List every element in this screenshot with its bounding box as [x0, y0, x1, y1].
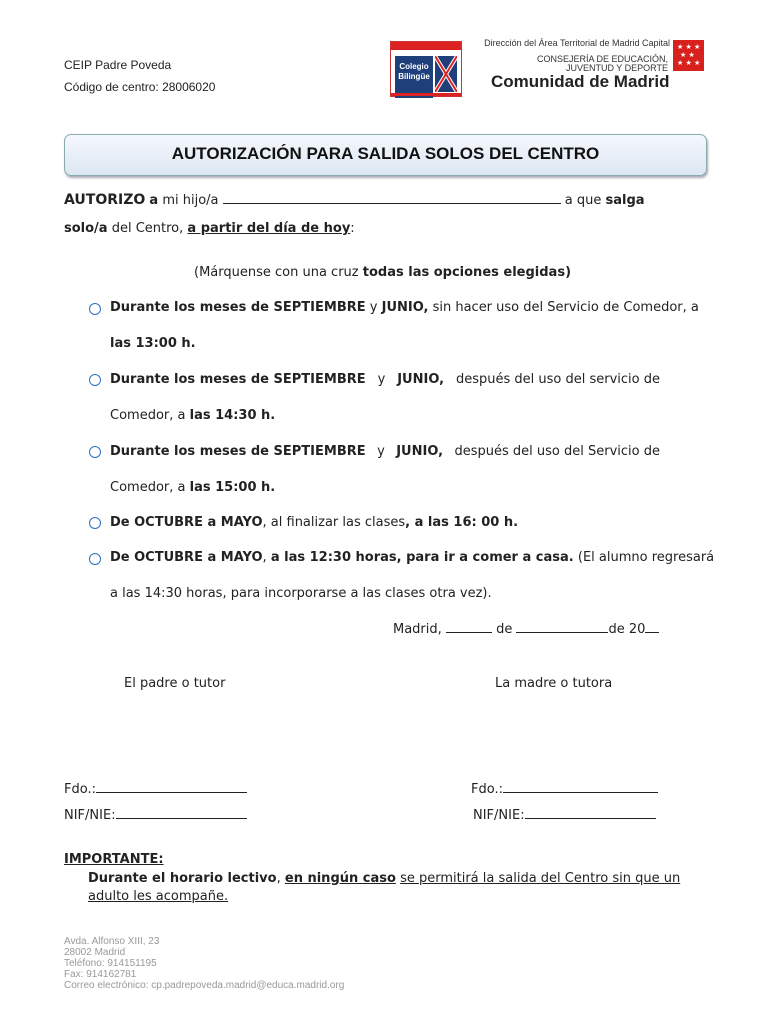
option-2-line-2	[110, 408, 275, 423]
option-5-time: a las 12:30 horas, para ir a comer a casa.	[270, 550, 574, 565]
footer-phone: Teléfono: 914151195	[64, 958, 157, 969]
option-4-line-1	[110, 515, 518, 530]
option-4-checkbox[interactable]	[89, 517, 101, 529]
option-1-detail: sin hacer uso del Servicio de Comedor, a	[432, 300, 699, 315]
important-lective: Durante el horario lectivo	[88, 871, 277, 886]
footer-postal: 28002 Madrid	[64, 947, 126, 958]
father-fdo-line	[64, 782, 247, 797]
bilingual-school-logo	[390, 41, 462, 97]
school-code: Código de centro: 28006020	[64, 80, 216, 94]
region-dept-line-2: CONSEJERÍA DE EDUCACIÓN,	[536, 54, 668, 64]
option-5-line-1	[110, 550, 714, 565]
father-nif-field[interactable]	[116, 818, 247, 819]
option-5-line-2: a las 14:30 horas, para incorporarse a las clases otra vez).	[110, 586, 492, 601]
mother-signature-field[interactable]	[503, 792, 658, 793]
important-line-2: adulto les acompañe.	[88, 889, 229, 904]
date-line	[393, 622, 659, 637]
date-year-field[interactable]	[645, 632, 659, 633]
salga-word: salga	[605, 193, 645, 208]
option-5-detail: (El alumno regresará	[577, 550, 715, 565]
date-month-field[interactable]	[516, 632, 608, 633]
option-5-comma: ,	[262, 550, 267, 565]
school-name: CEIP Padre Poveda	[64, 58, 172, 72]
option-3-y: y	[377, 444, 385, 459]
mi-hijo-label: mi hijo/a	[162, 193, 219, 208]
mother-nif-line	[473, 808, 656, 823]
important-comma: ,	[276, 871, 281, 886]
option-3-detail: después del uso del Servicio de	[454, 444, 660, 459]
important-line-1	[88, 871, 680, 886]
madrid-flag-icon: ★ ★ ★ ★ ★ ★ ★ ★	[673, 40, 704, 71]
option-4-period: De OCTUBRE a MAYO	[110, 515, 263, 530]
footer-fax: Fax: 914162781	[64, 969, 137, 980]
option-3-line-1	[110, 444, 660, 459]
del-centro-label: del Centro,	[111, 221, 184, 236]
option-2-y: y	[377, 372, 386, 387]
instruction-text: (Márquense con una cruz	[194, 265, 359, 280]
option-3-june: JUNIO,	[396, 444, 444, 459]
option-5-checkbox[interactable]	[89, 553, 101, 565]
instruction-bold: todas las opciones elegidas)	[362, 265, 572, 280]
colon: :	[350, 221, 355, 236]
option-1-y: y	[369, 300, 378, 315]
option-1-checkbox[interactable]	[89, 303, 101, 315]
option-3-time: las 15:00 h.	[189, 480, 276, 495]
option-1-line-2: las 13:00 h.	[110, 336, 196, 351]
option-2-line-1	[110, 372, 660, 387]
date-city: Madrid,	[393, 622, 442, 637]
a-word: a	[149, 193, 159, 208]
important-never: en ningún caso	[284, 871, 396, 886]
title-box	[64, 134, 707, 176]
important-heading: IMPORTANTE:	[64, 852, 164, 867]
option-3-checkbox[interactable]	[89, 446, 101, 458]
option-3-comedor: Comedor, a	[110, 480, 186, 495]
mother-nif-label: NIF/NIE:	[473, 808, 525, 823]
date-day-field[interactable]	[446, 632, 492, 633]
footer-email: Correo electrónico: cp.padrepoveda.madrid@educa.madrid.org	[64, 980, 345, 991]
mother-nif-field[interactable]	[525, 818, 656, 819]
region-dept-line-1: Dirección del Área Territorial de Madrid Capital	[484, 38, 670, 48]
intro-line-2	[64, 221, 355, 236]
region-dept-line-3: JUVENTUD Y DEPORTE	[565, 63, 668, 73]
a-que-label: a que	[564, 193, 602, 208]
option-5-period: De OCTUBRE a MAYO	[110, 550, 263, 565]
footer-address: Avda. Alfonso XIII, 23	[64, 936, 160, 947]
intro-line-1	[64, 192, 645, 208]
option-2-comedor: Comedor, a	[110, 408, 186, 423]
option-1-period: Durante los meses de SEPTIEMBRE	[110, 300, 366, 315]
father-nif-line	[64, 808, 247, 823]
option-2-period: Durante los meses de SEPTIEMBRE	[110, 372, 366, 387]
mother-fdo-line	[471, 782, 658, 797]
option-2-checkbox[interactable]	[89, 374, 101, 386]
solo-word: solo/a	[64, 221, 108, 236]
option-4-time: , a las 16: 00 h.	[405, 515, 519, 530]
region-name: Comunidad de Madrid	[491, 72, 670, 91]
father-fdo-label: Fdo.:	[64, 782, 96, 797]
option-1-line-1	[110, 300, 699, 315]
instruction	[194, 265, 571, 280]
child-name-field[interactable]	[223, 203, 561, 204]
option-2-june: JUNIO,	[397, 372, 445, 387]
option-1-june: JUNIO,	[381, 300, 429, 315]
option-2-detail: después del uso del servicio de	[455, 372, 660, 387]
date-year-prefix: de 20	[608, 622, 646, 637]
date-de-1: de	[496, 622, 513, 637]
flag-stripes-icon	[435, 56, 457, 92]
mother-fdo-label: Fdo.:	[471, 782, 503, 797]
option-3-period: Durante los meses de SEPTIEMBRE	[110, 444, 366, 459]
important-rest: se permitirá la salida del Centro sin que un	[400, 871, 681, 886]
option-3-line-2	[110, 480, 275, 495]
option-4-detail: , al finalizar las clases	[262, 515, 406, 530]
mother-label: La madre o tutora	[495, 676, 613, 691]
bilingual-logo-text: Colegio Bilingüe	[395, 56, 433, 98]
father-label: El padre o tutor	[124, 676, 226, 691]
document-title: AUTORIZACIÓN PARA SALIDA SOLOS DEL CENTRO	[171, 144, 600, 163]
autorizo-word: AUTORIZO	[64, 192, 146, 208]
a-partir-phrase: a partir del día de hoy	[187, 221, 351, 236]
father-signature-field[interactable]	[96, 792, 247, 793]
father-nif-label: NIF/NIE:	[64, 808, 116, 823]
option-2-time: las 14:30 h.	[189, 408, 276, 423]
